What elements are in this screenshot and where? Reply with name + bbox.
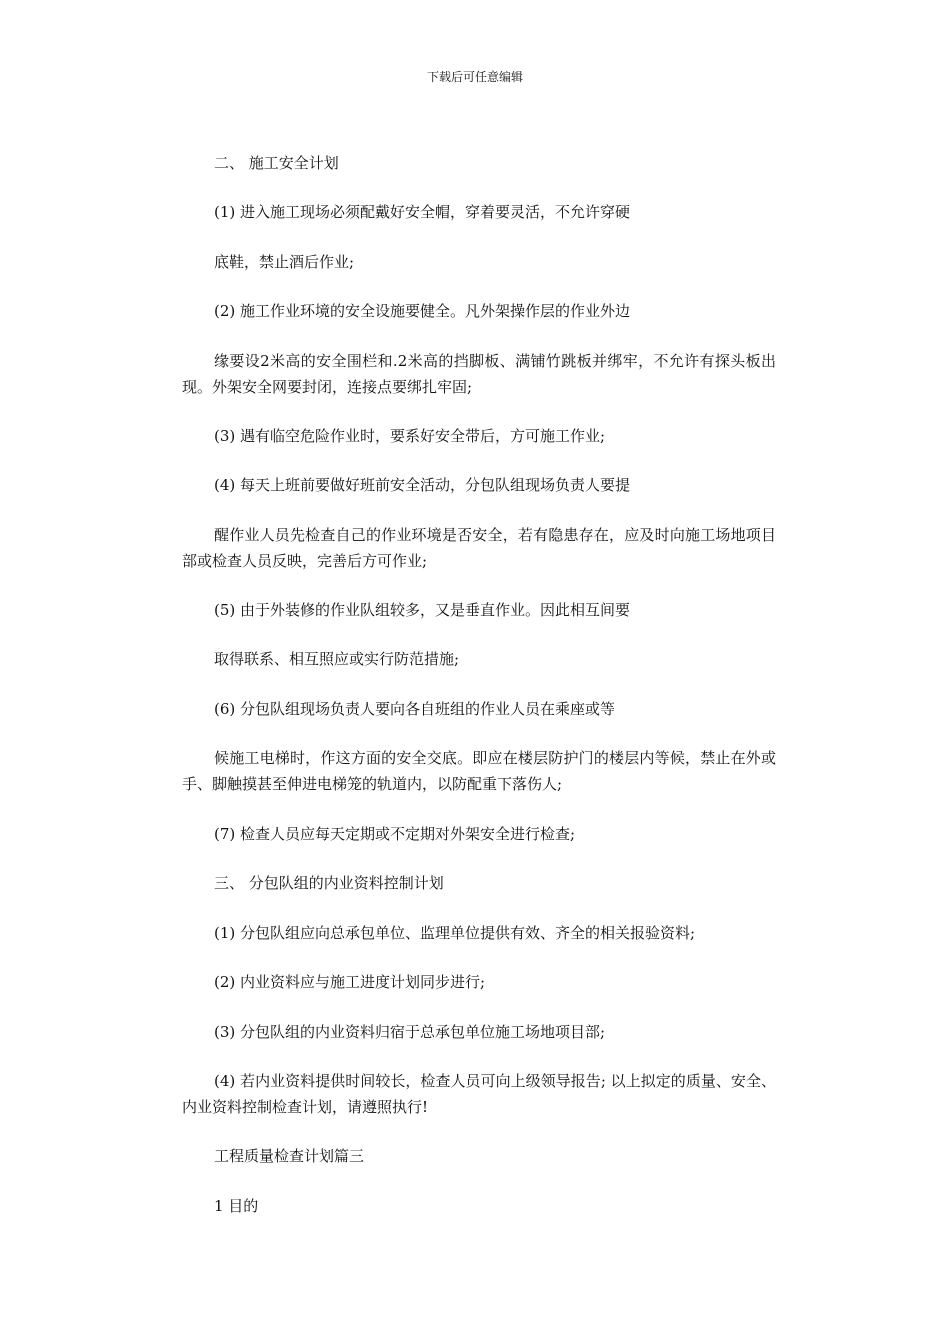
paragraph-text: (4) 每天上班前要做好班前安全活动，分包队组现场负责人要提: [214, 476, 631, 494]
paragraph: [182, 298, 776, 324]
paragraph: [182, 1019, 776, 1045]
paragraph-text: (7) 检查人员应每天定期或不定期对外架安全进行检查;: [214, 825, 576, 843]
paragraph-text: 取得联系、相互照应或实行防范措施;: [214, 650, 460, 668]
paragraph: [182, 920, 776, 946]
paragraph-text: (1) 进入施工现场必须配戴好安全帽，穿着要灵活，不允许穿硬: [214, 203, 631, 221]
paragraph-text: 候施工电梯时，作这方面的安全交底。即应在楼层防护门的楼层内等候，禁止在外或手、脚触摸甚至伸进电梯笼的轨道内，以防配重下落伤人;: [182, 749, 776, 793]
paragraph: [182, 1193, 776, 1219]
section-heading: [182, 150, 776, 176]
paragraph-text: (3) 遇有临空危险作业时，要系好安全带后，方可施工作业;: [214, 427, 606, 445]
section-heading: [182, 1143, 776, 1169]
paragraph: [182, 696, 776, 722]
paragraph-text: 底鞋，禁止酒后作业;: [214, 253, 355, 271]
paragraph: [182, 646, 776, 672]
paragraph: [182, 969, 776, 995]
paragraph-text: (3) 分包队组的内业资料归宿于总承包单位施工场地项目部;: [214, 1023, 606, 1041]
paragraph: [182, 199, 776, 225]
paragraph: [182, 821, 776, 847]
paragraph-text: 醒作业人员先检查自己的作业环境是否安全，若有隐患存在，应及时向施工场地项目部或检查人员反映，完善后方可作业;: [182, 526, 776, 570]
paragraph: [182, 745, 776, 797]
paragraph: [182, 1068, 776, 1120]
paragraph-text: (6) 分包队组现场负责人要向各自班组的作业人员在乘座或等: [214, 700, 616, 718]
paragraph: [182, 472, 776, 498]
paragraph: [182, 522, 776, 574]
paragraph-text: 三、 分包队组的内业资料控制计划: [214, 874, 444, 892]
paragraph-text: (1) 分包队组应向总承包单位、监理单位提供有效、齐全的相关报验资料;: [214, 924, 696, 942]
paragraph-text: (2) 施工作业环境的安全设施要健全。凡外架操作层的作业外边: [214, 302, 631, 320]
paragraph-text: 1 目的: [214, 1197, 259, 1215]
paragraph-text: 二、 施工安全计划: [214, 154, 339, 172]
paragraph: [182, 597, 776, 623]
paragraph: [182, 249, 776, 275]
paragraph-text: (4) 若内业资料提供时间较长，检查人员可向上级领导报告; 以上拟定的质量、安全、内业资料控制检查计划，请遵照执行!: [182, 1072, 776, 1116]
section-heading: [182, 870, 776, 896]
paragraph-text: (5) 由于外装修的作业队组较多，又是垂直作业。因此相互间要: [214, 601, 631, 619]
paragraph: [182, 348, 776, 400]
page-header: 下载后可任意编辑: [426, 70, 523, 84]
paragraph-text: (2) 内业资料应与施工进度计划同步进行;: [214, 973, 486, 991]
paragraph-text: 缘要设2米高的安全围栏和.2米高的挡脚板、满铺竹跳板并绑牢，不允许有探头板出现。外架安全网要封闭，连接点要绑扎牢固;: [182, 352, 776, 396]
paragraph-text: 工程质量检查计划篇三: [214, 1147, 365, 1165]
paragraph: [182, 423, 776, 449]
